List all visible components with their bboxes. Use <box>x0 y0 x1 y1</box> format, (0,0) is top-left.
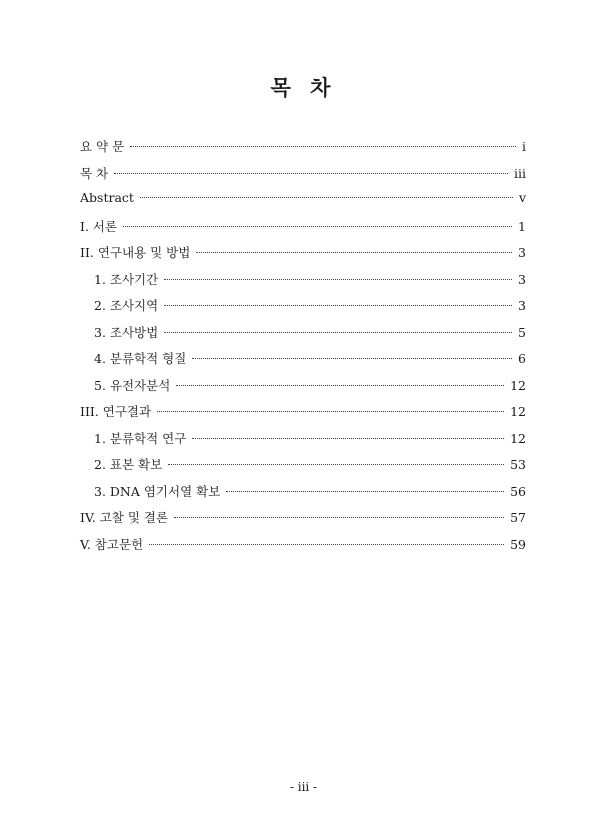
table-of-contents <box>80 137 526 561</box>
toc-entry[interactable] <box>80 508 526 535</box>
dot-leader <box>192 358 512 359</box>
dot-leader <box>114 173 508 174</box>
toc-subentry[interactable] <box>80 482 526 509</box>
toc-entry-label: 5. 유전자분석 <box>94 377 171 393</box>
toc-subentry[interactable] <box>80 429 526 456</box>
toc-entry-page: 3 <box>518 271 526 287</box>
toc-entry-page: 6 <box>518 351 526 366</box>
toc-entry-page: 5 <box>518 324 526 340</box>
toc-entry[interactable] <box>80 137 526 164</box>
toc-entry-page: 3 <box>518 245 526 260</box>
dot-leader <box>130 146 516 147</box>
toc-entry-label: II. 연구내용 및 방법 <box>80 245 191 260</box>
toc-entry[interactable] <box>80 535 526 562</box>
dot-leader <box>149 544 504 545</box>
toc-entry-label: 2. 표본 확보 <box>94 457 163 472</box>
toc-subentry[interactable] <box>80 349 526 376</box>
toc-subentry[interactable] <box>80 455 526 482</box>
dot-leader <box>164 332 512 333</box>
dot-leader <box>174 517 504 518</box>
page-title: 목 차 <box>270 75 337 100</box>
toc-entry-page: 59 <box>510 536 526 552</box>
toc-subentry[interactable] <box>80 296 526 323</box>
toc-entry-page: 56 <box>510 483 526 499</box>
toc-entry-page: i <box>522 139 526 154</box>
toc-entry-label: 2. 조사지역 <box>94 298 159 313</box>
toc-entry-label: 1. 조사기간 <box>94 271 159 287</box>
dot-leader <box>164 279 512 280</box>
dot-leader <box>176 385 504 386</box>
toc-entry-label: 목 차 <box>80 165 109 181</box>
dot-leader <box>157 411 504 412</box>
toc-entry[interactable] <box>80 217 526 244</box>
toc-entry-page: 57 <box>510 510 526 525</box>
toc-entry-label: I. 서론 <box>80 218 118 234</box>
dot-leader <box>123 226 512 227</box>
toc-entry-label: 4. 분류학적 형질 <box>94 351 187 366</box>
toc-entry-page: 12 <box>510 430 526 446</box>
dot-leader <box>140 197 513 198</box>
toc-subentry[interactable] <box>80 323 526 350</box>
dot-leader <box>164 305 512 306</box>
toc-entry-page: iii <box>514 165 526 181</box>
dot-leader <box>196 252 512 253</box>
toc-entry-label: IV. 고찰 및 결론 <box>80 510 169 525</box>
toc-entry-page: 1 <box>518 218 526 234</box>
toc-entry-label: 1. 분류학적 연구 <box>94 430 187 446</box>
toc-entry-label: 3. DNA 염기서열 확보 <box>94 483 221 499</box>
dot-leader <box>226 491 504 492</box>
toc-entry[interactable] <box>80 402 526 429</box>
toc-entry-page: v <box>518 190 526 205</box>
toc-entry[interactable] <box>80 190 526 217</box>
toc-subentry[interactable] <box>80 376 526 403</box>
dot-leader <box>192 438 504 439</box>
toc-entry-page: 53 <box>510 457 526 472</box>
toc-entry-label: Abstract <box>80 190 134 205</box>
dot-leader <box>168 464 504 465</box>
toc-entry-page: 12 <box>510 377 526 393</box>
toc-entry-page: 3 <box>518 298 526 313</box>
toc-entry-page: 12 <box>510 404 526 419</box>
toc-entry-label: III. 연구결과 <box>80 404 152 419</box>
toc-entry-label: 요 약 문 <box>80 139 125 154</box>
toc-subentry[interactable] <box>80 270 526 297</box>
page-number: - iii - <box>289 780 318 794</box>
toc-entry-label: V. 참고문헌 <box>80 536 144 552</box>
toc-entry[interactable] <box>80 164 526 191</box>
toc-entry-label: 3. 조사방법 <box>94 324 159 340</box>
toc-entry[interactable] <box>80 243 526 270</box>
